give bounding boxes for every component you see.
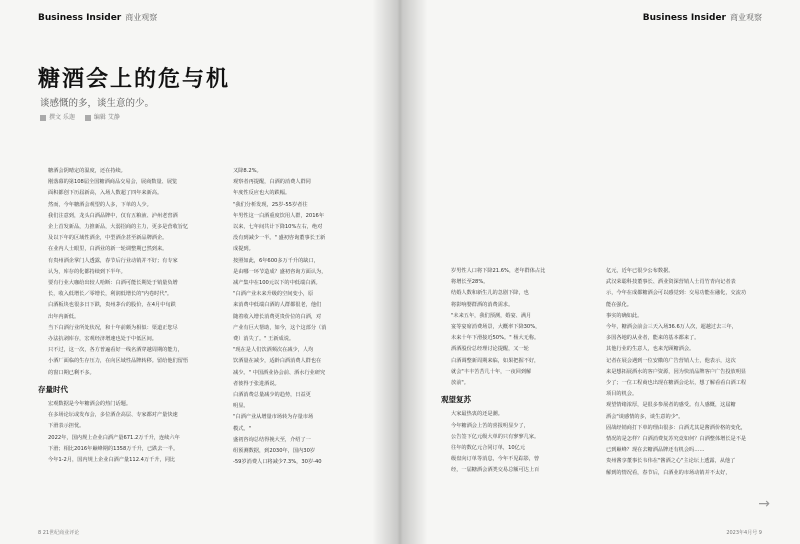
paragraph: 随着收入增长消费更贵价位的白酒，对 [233, 313, 322, 320]
pen-icon [40, 115, 46, 121]
paragraph: 只不过，这一次，各方普遍看好一线名酒穿越周期的能力， [48, 347, 183, 354]
paragraph: 观望情绪浓厚，是很多参展者的感受。有人感慨，这届糖 [606, 402, 736, 409]
brand-label: Business Insider [38, 13, 122, 23]
paragraph: 固战经销商打下单的理由很多：白酒尤其是酱酒价格的变化， [606, 424, 747, 431]
paragraph: 我们注意到，龙头白酒品牌中，仅有五粮液、泸州老窖酒 [48, 212, 178, 219]
paragraph: 年度性反应也大的跌幅。 [233, 190, 291, 197]
paragraph: 是由哪一环节造成？盛初咨询方面认为， [233, 268, 327, 275]
paragraph: 来是想拓展酒水的客户资源，因为快消品牌客户广告投放明显 [606, 368, 747, 375]
paragraph: 就会"丰丰苦苦几十年，一夜回到解 [451, 368, 532, 375]
paragraph: 有贵州酒企掌门人透露，春节后行业动销并不好；有专家 [48, 257, 178, 264]
paragraph: 糖酒会阴晴定的温度，还在持续。 [48, 168, 126, 174]
column-4 [596, 266, 756, 479]
paragraph: 组预测数据，到2030年，国内30岁 [233, 448, 316, 455]
article-subtitle: 谈感慨的多，谈生意的少。 [40, 98, 155, 109]
paragraph: 认为，库存的化都持续到下半年。 [48, 268, 126, 275]
section-heading: 观望复苏 [441, 395, 471, 405]
paragraph: -59岁消费人口将减少7.3%，30岁-40 [233, 459, 322, 466]
paragraph: 宏观数据是今年糖酒会的热门话题。 [48, 401, 132, 408]
paragraph: 刚落幕的第108届全国糖酒商品交易会，展商数量、展览 [48, 179, 178, 186]
paragraph: 亿元，近年已很少公布数据。 [606, 268, 674, 274]
paragraph: 当下白酒行业所处状况，和十年前颇为相似：渠道正您尽 [48, 324, 178, 331]
paragraph: 盛初咨询总结得挽大至，介绍了一 [233, 436, 311, 443]
paragraph: 大家最热衷的还是潮。 [451, 411, 503, 418]
paragraph: 长，收入低增长／零增长，利润低增长的"内卷时代"。 [48, 291, 173, 298]
paragraph: 年男性这一白酒重度饮用人群，2016年 [233, 212, 325, 219]
paragraph: 今年糖酒会上苦的喜报明显少了， [451, 422, 529, 429]
paragraph: 来消费中低端白酒的人群都很老，他们 [233, 302, 322, 309]
running-header-right [643, 12, 762, 23]
paragraph: 下滑；相比2016年巅峰期的1358万千升，已跌去一半。 [48, 445, 179, 452]
paragraph: 能在强化。 [606, 301, 632, 308]
paragraph: 放前"。 [451, 380, 469, 387]
paragraph: 已到巅峰？现在去糖酒品牌还有机会吗…… [606, 447, 705, 454]
paragraph: 成提到。 [233, 246, 254, 253]
paragraph: 观察者再提醒，白酒的消费人群同 [233, 179, 311, 186]
paragraph: 项目的机会。 [606, 391, 638, 398]
paragraph: 结婚人数和新生儿的急剧下降，也 [451, 290, 529, 297]
paragraph: 今年，糖酒会前会三天入场36.6万人次，超越过去三年， [606, 324, 737, 331]
paragraph: 贵州酱享董事长韦伟在"酱酒之心"主论坛上透露，从他了 [606, 458, 736, 465]
paragraph: "我们分析发现，25岁-55岁者往 [233, 201, 308, 208]
paragraph: 公告签下亿元级大单的只有寥寥几家。 [451, 433, 540, 440]
page-folio-right: 2023年4月号 9 [726, 530, 762, 536]
paragraph: "现在是人们饮酒频次在减少，人均 [233, 347, 314, 354]
paragraph: 又降8.2%。 [233, 168, 262, 174]
paragraph: 面积都创下历届新高，入场人数超了四年来新高。 [48, 190, 163, 197]
paragraph: 明显。 [233, 403, 249, 410]
section-heading: 存量时代 [38, 384, 68, 394]
paragraph: 减少。" 中国酒业协会前、酒水行业研究 [233, 369, 326, 376]
writer-credit: 撰文 乐迦 [40, 112, 75, 121]
paragraph: 2022年，国内规上企业白酒产量671.2万千升，连续六年 [48, 434, 180, 441]
paragraph: 费）消失了。" 王新成说。 [233, 336, 295, 343]
paragraph: 岁男性人口将下降21.6%，老年群体占比 [451, 268, 546, 274]
paragraph: "白酒产业从增量市场转为存量市场 [233, 414, 314, 421]
paragraph: 经，一届糖酒会酒类交易总额可达上百 [451, 467, 540, 474]
paragraph: 事实的确如此。 [606, 312, 643, 319]
paragraph: 解到的情况看，春节后，白酒业的市场动销并不太好， [606, 469, 731, 476]
paragraph: 酒会"谈感情的多，谈生意的少"。 [606, 413, 684, 420]
paragraph: 宴等宴席消费场景，大概率下降30%， [451, 324, 541, 331]
paragraph: 以来，七年间共计下降10%左右，绝对 [233, 224, 323, 231]
paragraph: 按照如此，6年600多万千升的缺口， [233, 257, 319, 264]
article-title: 糖酒会上的危与机 [38, 67, 231, 92]
paragraph: "白酒产业未来升级的空间变小，原 [233, 291, 314, 298]
paragraph: 白酒调整新周期来临，如果把握不好， [451, 357, 540, 364]
paragraph: 出年内新低。 [48, 313, 80, 320]
paragraph: 今年1-2月，国内规上企业白酒产量112.4万千升，同比 [48, 457, 176, 464]
paragraph: 级盘向订单等消息，今年不见踪影，曾 [451, 456, 540, 463]
column-2 [223, 166, 363, 468]
paragraph: 少了；一位工程商也出现在糖酒会论坛，想了解看看白酒工程 [606, 380, 747, 387]
paragraph: 武汉荣聪科技董事长、酒业资深营销人士肖竹青向记者表 [606, 279, 736, 286]
paragraph: 的窗口期已剩不多。 [48, 369, 95, 376]
running-header-left [38, 12, 157, 23]
paragraph: 情况的是怎样？白酒消费复苏究竟如何？白酒整体增长是不是 [606, 436, 747, 443]
paragraph: 在多场论坛或发布会，多位酒企高层、专家都对产量快速 [48, 412, 178, 419]
paragraph: 多国各地的从业者，能来的基本都来了。 [606, 335, 700, 342]
paragraph: 记者在展会遇到一位安徽的广告营销人士，他表示，这次 [606, 357, 736, 364]
editor-credit: 编辑 艾静 [85, 112, 120, 121]
paragraph: 示，今年在成都糖酒会可以感觉到：交易功能在融化，交流功 [606, 290, 747, 297]
column-3 [441, 266, 586, 477]
paragraph: 酒酒股份总经理讨论提醒，又一轮 [451, 346, 529, 353]
paragraph: 往年的数亿元合同订单，10亿元 [451, 445, 526, 452]
column-1 [38, 166, 198, 466]
paragraph: 白酒消费总量减少的趋势，日益更 [233, 392, 311, 399]
paragraph: 其他行业的生意人，也来光顾糖酒会。 [606, 346, 695, 353]
paragraph: 白酒板块也很多日下跌，贵州茅台的股价，在4月中旬跌 [48, 302, 176, 309]
paragraph: 要有行业大咖给出较人哈断：白酒可能长期处于销量负增 [48, 280, 178, 287]
edit-icon [85, 115, 91, 121]
paragraph: 未来十年下滑接近50%。" 杨大无称。 [451, 335, 540, 342]
section-label: 商业观察 [125, 13, 158, 22]
paragraph: 减产集中在100元以下的中低端白酒。 [233, 280, 321, 287]
paragraph: 者彼得于张进酒说。 [233, 380, 280, 387]
paragraph: 将增长至28%。 [451, 279, 489, 286]
byline [40, 112, 120, 121]
paragraph: 在业内人士眼里，白酒业的新一轮调整期已然到来。 [48, 246, 168, 253]
paragraph: 没有到减少一半。" 盛初咨询董事长王新 [233, 235, 326, 242]
paragraph: 产业有巨大帮助，如今，这个这部分（消 [233, 324, 327, 331]
paragraph: 及以下年的区域性酒企，中型酒企甚至新品牌酒企。 [48, 235, 168, 242]
paragraph: 下滑表示担忧。 [48, 423, 85, 430]
paragraph: 办法抗剥库存，宏观经济增速也处于中低区间。 [48, 336, 157, 343]
section-label: 商业观察 [730, 13, 762, 22]
paragraph: 饮酒量在减少，适龄白酒消费人群也在 [233, 358, 322, 365]
continue-arrow-icon: → [758, 496, 770, 512]
paragraph: 企上首发新品，力推新品，大弱招商的主力，更多是营收旨忆 [48, 224, 189, 231]
paragraph: 小酒厂面临的生存压力，在向区域性品牌转移。留给他们留悟 [48, 358, 189, 365]
paragraph: 模式。" [233, 425, 251, 432]
paragraph: 将影响婴群酒的消费需求。 [451, 301, 514, 308]
paragraph: "未来五年，我们预测，婚宴、满月 [451, 312, 532, 319]
page-folio-left: 8 21世纪商业评论 [38, 530, 80, 536]
paragraph: 然而，今年糖酒会观望的人多，下单的人少。 [48, 201, 152, 208]
brand-label: Business Insider [642, 13, 726, 23]
